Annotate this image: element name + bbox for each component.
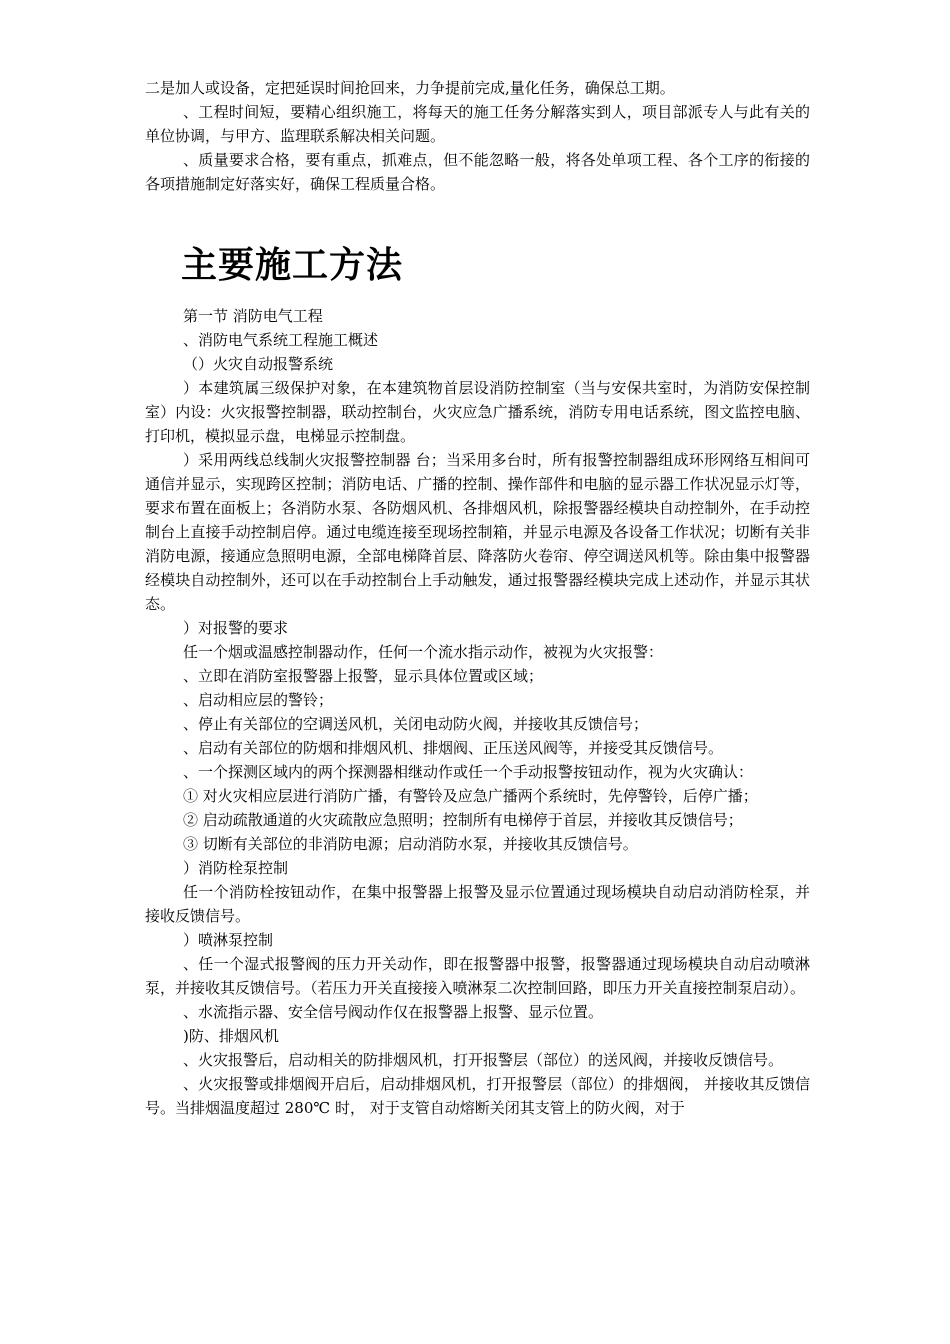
subsection-heading: 、消防电气系统工程施工概述: [183, 331, 379, 349]
list-item: 、立即在消防室报警器上报警，显示具体位置或区域；: [183, 667, 544, 685]
list-item: 、启动相应层的警铃；: [183, 691, 334, 709]
section-heading: 第一节 消防电气工程: [183, 307, 323, 325]
paragraph: 任一个消防栓按钮动作，在集中报警器上报警及显示位置通过现场模块自动启动消防栓泵，并接收反馈信号。: [145, 883, 810, 925]
paragraph: 、水流指示器、安全信号阀动作仅在报警器上报警、显示位置。: [183, 1003, 604, 1021]
list-item: ③ 切断有关部位的非消防电源；启动消防水泵，并接收其反馈信号。: [183, 835, 638, 853]
list-item: ② 启动疏散通道的火灾疏散应急照明；控制所有电梯停于首层，并接收其反馈信号；: [183, 811, 743, 829]
list-item: ① 对火灾相应层进行消防广播，有警铃及应急广播两个系统时，先停警铃，后停广播；: [183, 787, 758, 805]
paragraph: 、质量要求合格，要有重点，抓难点，但不能忽略一般，将各处单项工程、各个工序的衔接的各项措施制定好落实好，确保工程质量合格。: [145, 151, 810, 193]
paragraph: 二是加人或设备，定把延误时间抢回来，力争提前完成,量化任务，确保总工期。: [145, 79, 675, 97]
paragraph: 、火灾报警后，启动相关的防排烟风机，打开报警层（部位）的送风阀，并接收反馈信号。: [183, 1051, 784, 1069]
list-item: 、停止有关部位的空调送风机，关闭电动防火阀，并接收其反馈信号；: [183, 715, 649, 733]
list-item: 、启动有关部位的防烟和排烟风机、排烟阀、正压送风阀等，并接受其反馈信号。: [183, 739, 724, 757]
subsection-heading: ）对报警的要求: [183, 619, 289, 637]
paragraph: ）本建筑属三级保护对象，在本建筑物首层设消防控制室（当与安保共室时，为消防安保控制室）内设：火灾报警控制器，联动控制台，火灾应急广播系统，消防专用电话系统，图文监控电脑、打印机，模拟显示盘，电梯显示控制盘。: [145, 379, 810, 445]
paragraph: 、工程时间短，要精心组织施工，将每天的施工任务分解落实到人，项目部派专人与此有关的单位协调，与甲方、监理联系解决相关问题。: [145, 103, 810, 145]
paragraph: 任一个烟或温感控制器动作，任何一个流水指示动作，被视为火灾报警：: [183, 643, 664, 661]
paragraph: ）采用两线总线制火灾报警控制器 台；当采用多台时，所有报警控制器组成环形网络互相间可通信并显示，实现跨区控制；消防电话、广播的控制、操作部件和电脑的显示器工作状况显示灯等，要求布置在面板上；各消防水泵、各防烟风机、各排烟风机，除报警器经模块自动控制外，在手动控制台上直接手动控制启停。通过电缆连接至现场控制箱，并显示电源及各设备工作状况；切断有关非消防电源，接通应急照明电源，全部电梯降首层、降落防火卷帘、停空调送风机等。除由集中报警器经模块自动控制外，还可以在手动控制台上手动触发，通过报警器经模块完成上述动作，并显示其状态。: [145, 451, 810, 613]
section-title: 主要施工方法: [181, 245, 404, 286]
subsection-heading: ）消防栓泵控制: [183, 859, 289, 877]
paragraph: 、火灾报警或排烟阀开启后，启动排烟风机，打开报警层（部位）的排烟阀， 并接收其反馈信号。当排烟温度超过 280℃ 时， 对于支管自动熔断关闭其支管上的防火阀，对于: [145, 1075, 810, 1117]
document-page: [145, 76, 810, 1120]
subsection-heading: )防、排烟风机: [183, 1027, 279, 1045]
paragraph: 、任一个湿式报警阀的压力开关动作，即在报警器中报警，报警器通过现场模块自动启动喷淋泵，并接收其反馈信号。（若压力开关直接接入喷淋泵二次控制回路，即压力开关直接控制泵启动）。: [145, 955, 810, 997]
subsection-heading: ）喷淋泵控制: [183, 931, 274, 949]
subsection-heading: （）火灾自动报警系统: [183, 355, 334, 373]
list-item: 、一个探测区域内的两个探测器相继动作或任一个手动报警按钮动作，视为火灾确认：: [183, 763, 754, 781]
